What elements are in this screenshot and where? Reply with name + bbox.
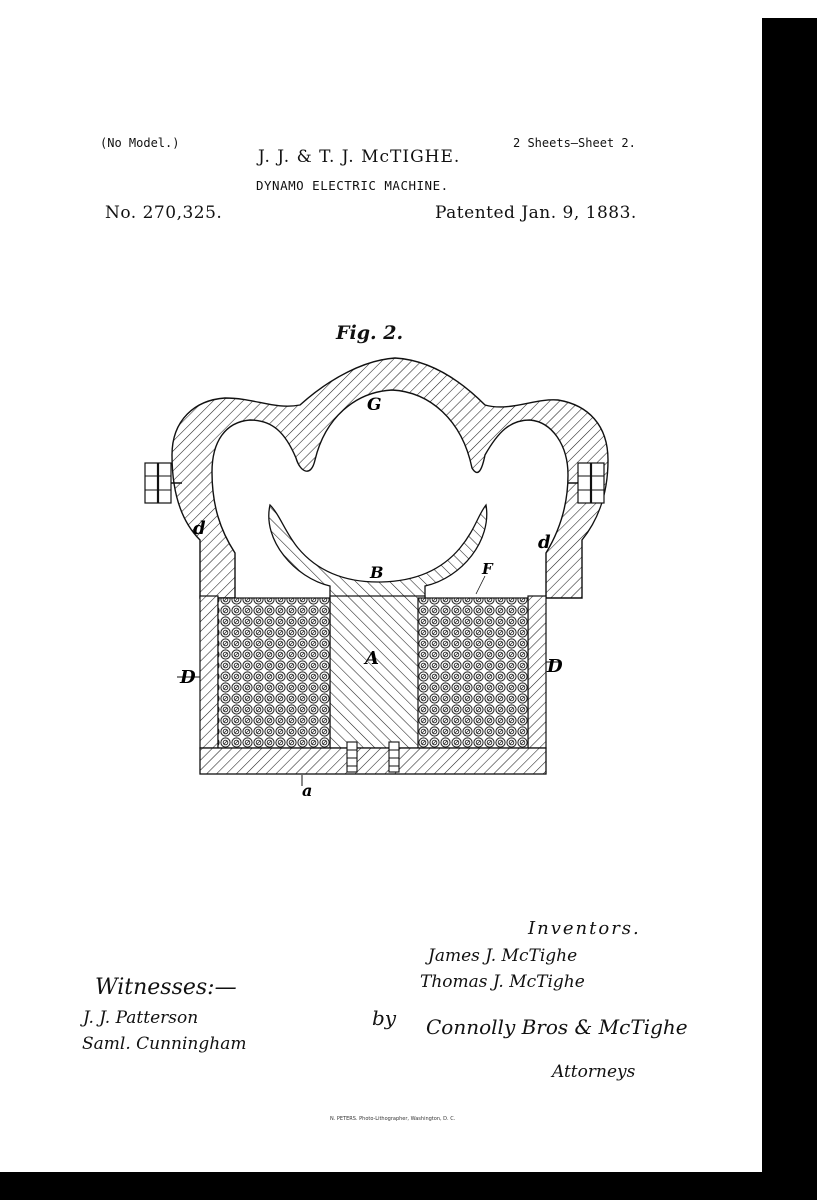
patent-date: Patented Jan. 9, 1883. (435, 203, 637, 223)
base-plate (200, 748, 546, 774)
inventors-label: Inventors. (528, 918, 641, 939)
left-wall (200, 596, 218, 748)
label-B: B (370, 563, 384, 582)
label-F: F (482, 560, 493, 578)
no-model-note: (No Model.) (100, 136, 180, 150)
label-A: A (365, 648, 379, 669)
pole-shoe (269, 505, 487, 598)
label-d-left: d (193, 518, 206, 539)
attorneys-signature: Connolly Bros & McTighe (426, 1015, 688, 1039)
label-D-right: D (547, 656, 563, 677)
left-coil-winding (218, 598, 330, 748)
label-a: a (302, 781, 313, 800)
inventor-names-heading: J. J. & T. J. McTIGHE. (258, 147, 461, 167)
sheet-number: 2 Sheets—Sheet 2. (513, 136, 636, 150)
right-coil-winding (418, 598, 528, 748)
by-word: by (372, 1006, 397, 1030)
invention-title: DYNAMO ELECTRIC MACHINE. (256, 178, 449, 193)
right-wall (528, 596, 546, 748)
frame-shell (172, 358, 608, 598)
label-D-left: D (180, 667, 196, 688)
inventor-signature-1: James J. McTighe (428, 946, 578, 966)
label-d-right: d (538, 532, 551, 553)
witness-signature-2: Saml. Cunningham (82, 1034, 247, 1054)
magnet-core (330, 596, 425, 748)
figure-label: Fig. 2. (336, 322, 404, 344)
witnesses-label: Witnesses:— (95, 975, 237, 1000)
printer-credit: N. PETERS. Photo-Lithographer, Washington, D. C. (330, 1116, 456, 1122)
label-G: G (367, 395, 382, 415)
patent-number: No. 270,325. (105, 203, 223, 223)
witness-signature-1: J. J. Patterson (83, 1008, 199, 1028)
inventor-signature-2: Thomas J. McTighe (420, 972, 585, 992)
attorneys-label: Attorneys (552, 1062, 636, 1082)
